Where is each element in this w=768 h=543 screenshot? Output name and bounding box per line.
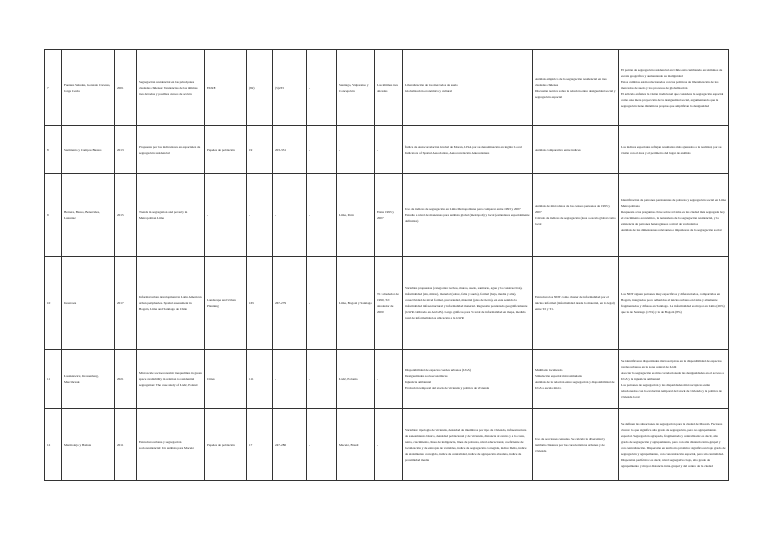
cell-journal: Cities — [205, 350, 247, 409]
cell-issue: - — [307, 257, 337, 350]
literature-review-table — [44, 49, 729, 481]
cell-place: Łódź, Polonia — [337, 350, 375, 409]
cell-findings — [619, 174, 729, 257]
cell-year: 2015 — [115, 174, 137, 257]
table-row — [45, 126, 729, 174]
cell-variables — [403, 174, 533, 257]
cell-line: Análisis de las dimensiones relevantes e impulsoras de la segregación social — [621, 228, 722, 232]
cell-methods — [533, 257, 619, 350]
cell-line: Los índices espaciales reflejan resultados más ajustados a la realidad, por su visión con el área y el perímetro del lugar de análisis — [621, 144, 722, 155]
table-row — [45, 350, 729, 409]
cell-line: Estructura los NDT como cluster de informalidad por el núcleo informal (informalidad desde lo material, en lo legal) entre T2 y T1. — [535, 295, 615, 311]
cell-pages: (5)233 — [273, 50, 307, 126]
cell-pages: 203-331 — [273, 126, 307, 174]
cell-id: 9 — [45, 174, 62, 257]
table-row — [45, 257, 729, 350]
cell-line: Análisis comparativo entre índices — [535, 147, 581, 152]
cell-findings — [619, 50, 729, 126]
cell-title: Microscale socioeconomic inequalities in green space availability in relation to residential segregation: The case study of Łódź, Poland — [137, 350, 205, 409]
cell-journal: - — [205, 174, 247, 257]
cell-period: Entre 1993 y 2007 — [375, 174, 403, 257]
cell-line: Liberalización de los mercados de suelo — [405, 82, 458, 87]
cell-findings — [619, 350, 729, 409]
cell-authors: Marmolejo y Batista — [62, 409, 115, 481]
cell-period: - — [375, 126, 403, 174]
cell-authors: Łaszkiewicz, Kronenberg, Marcińczak — [62, 350, 115, 409]
cell-authors: Fuentes Saludes, Gonzalo Cáceres, Jorge Cerda — [62, 50, 115, 126]
cell-year: 2011 — [115, 409, 137, 481]
cell-findings — [619, 409, 729, 481]
cell-period: - — [375, 409, 403, 481]
cell-period: - — [375, 350, 403, 409]
cell-line: Variables propuestas (categorías: techos, muros, suelo, sanitario, agua y la construcción), informalidad (sin, mixto), material (sobre, falta y suelo), formal (baja, media y alta), conectividad de nivel formal, precariedad, material (piso de tierra), en este sentido la informalidad infraestructural y informalidad material. Regresión ponderada geográficamente (GWR calibrado en ArcGIS). Largo gráficos para % total de informalidad en mapa, medida total de informalidad es ubicación a la GWR — [405, 286, 528, 320]
cell-place: - — [337, 126, 375, 174]
cell-year: 2017 — [115, 257, 137, 350]
cell-line: Análisis de la relación entre segregación y disponibilidad de UGS a escala micro — [535, 380, 615, 390]
cell-place: Santiago, Valparaíso y Concepción — [337, 50, 375, 126]
cell-volume: 165 — [247, 257, 273, 350]
cell-title: Informal urban development in Latin American urban peripheries. Spatial assessment in Bogotá, Lima and Santiago de Chile — [137, 257, 205, 350]
cell-id: 7 — [45, 50, 62, 126]
cell-line: El patrón de segregación residencial en Chile está cambiando en términos de escala geográfica y aumentando su malignidad — [621, 67, 723, 78]
cell-period: T1: alrededor de 1990, T2: alrededor de 2000 — [375, 257, 403, 350]
cell-place: Maceió, Brasil — [337, 409, 375, 481]
cell-volume: - — [247, 174, 273, 257]
cell-line: Se definen las situaciones de segregación para la ciudad de Maceió. Factores claves: lo que significa alta grado de segregación, pero no agrupamiento espacial. Segregación agrupada, fragmentada y centralizada: es decir, alto grado de segregación y agrupamiento, pero con alta distancia intra-grupal y con centralización. Dispersión en territorio próximo: significa un bajo grado de segregación y agrupamiento, con concentración espacial, pero sin centralidad. Dispersión periférica: es decir, nivel segregativo bajo, alto grado de agrupamiento y mayor distancia intra-grupal y del centro de la ciudad — [621, 421, 726, 468]
cell-issue: - — [307, 409, 337, 481]
cell-pages: 247-286 — [273, 409, 307, 481]
cell-issue: - — [307, 174, 337, 257]
cell-line: Disponibilidad de espacios verdes urbanos (UGS) — [405, 368, 471, 372]
cell-line: Análisis empírico de la segregación residencial en tres ciudades chilenas — [535, 76, 607, 87]
cell-place: Lima, Bogotá y Santiago — [337, 257, 375, 350]
cell-line: Injusticia ambiental — [405, 380, 432, 384]
cell-line: Simulación espacial microsimulada — [535, 374, 582, 378]
cell-title: Trends in segregation and poverty in Metropolitan Lima — [137, 174, 205, 257]
cell-year: 2001 — [115, 50, 137, 126]
cell-id: 12 — [45, 409, 62, 481]
cell-issue: - — [307, 50, 337, 126]
cell-issue: - — [307, 126, 337, 174]
cell-title: Segregación residencial en las principales ciudades chilenas: Tendencias de las últimas tres décadas y posibles cursos de acción — [137, 50, 205, 126]
cell-year: 2021 — [115, 350, 137, 409]
cell-methods — [533, 350, 619, 409]
cell-methods — [533, 126, 619, 174]
cell-line: El artículo enfatiza la visión tradicional que considera la segregación espacial como una mera proyección de la desigualdad social, argumentando que la segregación tiene dinámicas propias que amplifican la desigualdad — [621, 91, 724, 108]
cell-pages: - — [273, 174, 307, 257]
cell-line: Índice de Autocorrelación Global de Moran, LISA por su denominación en inglés: Local Indicators of Spatial Association, Autocorrelación Antecedentes — [405, 144, 522, 155]
table-row — [45, 50, 729, 126]
cell-methods — [533, 409, 619, 481]
cell-journal: EURE — [205, 50, 247, 126]
cell-issue: - — [307, 350, 337, 409]
cell-journal: Papeles de población — [205, 409, 247, 481]
cell-authors: Sarmiento y Campos Bustos — [62, 126, 115, 174]
cell-journal: Landscape and Urban Planning — [205, 257, 247, 350]
cell-variables — [403, 50, 533, 126]
cell-year: 2013 — [115, 126, 137, 174]
cell-line: Se identificaron disparidades microscópicas en la disponibilidad de espacios verdes urbanos en la zona central de Łódź — [621, 359, 722, 369]
cell-findings — [619, 257, 729, 350]
cell-volume: (82) — [247, 50, 273, 126]
cell-line: Multilado localizado — [535, 368, 563, 372]
cell-line: Desigualdades socioeconómicas — [405, 374, 448, 378]
cell-line: Identificación de patrones persistentes de pobreza y segregación social en Lima Metropolitana — [621, 198, 726, 208]
cell-line: Estos cambios están relacionados con las políticas de liberalización de los mercados de suelo y los procesos de globalización — [621, 79, 719, 90]
cell-volume: 17 — [247, 409, 273, 481]
table-row — [45, 174, 729, 257]
cell-line: Análisis de microdatos de los censos peruanos de 1993 y 2007 — [535, 204, 610, 214]
cell-authors: Inostroza — [62, 257, 115, 350]
cell-authors: Herrera, Basso, Benavides, Luzuriaz — [62, 174, 115, 257]
cell-journal: Papeles de población — [205, 126, 247, 174]
cell-variables — [403, 126, 533, 174]
cell-id: 11 — [45, 350, 62, 409]
cell-line: Uso de índices de segregación en Lima Metropolitana para comparar entre 1993 y 2007 — [405, 207, 521, 211]
cell-line: Variables: tipología de vivienda, densidad de miembros por tipo de vivienda, infraestructura de saneamiento básico, densidad poblacional y de vivienda, distancia al centro y a la costa, renta, crecimiento, línea de indigencia, línea de pobreza, nivel educacional, coeficiente de localización y de entropía de variables, índice de segregación corregida, índice Delta, índice de aislamiento corregido, índice de centralidad, índice de agrupación absoluta, índice de proximidad media — [405, 427, 527, 462]
cell-line: Los patrones de segregación y las disparidades microscópicas están relacionados con la evolución temporal del stock de vivienda y la política de vivienda local — [621, 383, 722, 399]
cell-variables — [403, 409, 533, 481]
cell-title: Estructura urbana y segregación socioresidencial: Un análisis para Maceió — [137, 409, 205, 481]
cell-methods — [533, 50, 619, 126]
cell-line: Globalización económica y cultural — [405, 88, 452, 93]
cell-line: Los NDT siguen patrones muy específicos y diferenciados, compartidos en Bogotá, integrados poco adheridos al núcleo urbano en Lima y altamente fragmentados y difusos en Santiago. La informalidad es mayor en Lima (26%) que la de Santiago (13%) y la de Bogotá (8%) — [621, 292, 725, 314]
cell-pages: - — [273, 350, 307, 409]
table-row — [45, 409, 729, 481]
cell-line: Discusión teórica sobre la relación entre desigualdad social y segregación espacial — [535, 88, 616, 99]
cell-line: Estudio a nivel de manzanas para análisis global (metrópoli) y local (estándares espacialmente definidos) — [405, 213, 530, 223]
cell-methods — [533, 174, 619, 257]
cell-pages: 267-279 — [273, 257, 307, 350]
cell-line: Uso de secciones censales. Se calculó la diversidad y también clústeres por las características urbanas y de vivienda — [535, 436, 606, 453]
cell-place: Lima, Perú — [337, 174, 375, 257]
cell-line: Asociar la segregación es más correlacionada las desigualdades en el acceso a UGS y la injusticia ambiental — [621, 371, 724, 381]
cell-line: Evolución temporal del stock de vivienda y política de vivienda — [405, 386, 490, 390]
cell-id: 10 — [45, 257, 62, 350]
cell-volume: 19 — [247, 126, 273, 174]
cell-line: Respuesta a las preguntas clave sobre si Lima es las ciudad más segregada hoy el crecimiento económico, la naturaleza de la segregación residencial, y la existencia de patrones heterogéneos a nivel de vecindarios — [621, 210, 725, 226]
cell-period: Las últimas tres décadas — [375, 50, 403, 126]
cell-id: 8 — [45, 126, 62, 174]
cell-volume: 111 — [247, 350, 273, 409]
cell-findings — [619, 126, 729, 174]
cell-title: Propuesta por los indicadores en espacialez de segregación residencial — [137, 126, 205, 174]
cell-line: Cálculo de índices de segregación (área a escala global como local — [535, 216, 616, 226]
cell-variables — [403, 257, 533, 350]
cell-variables — [403, 350, 533, 409]
